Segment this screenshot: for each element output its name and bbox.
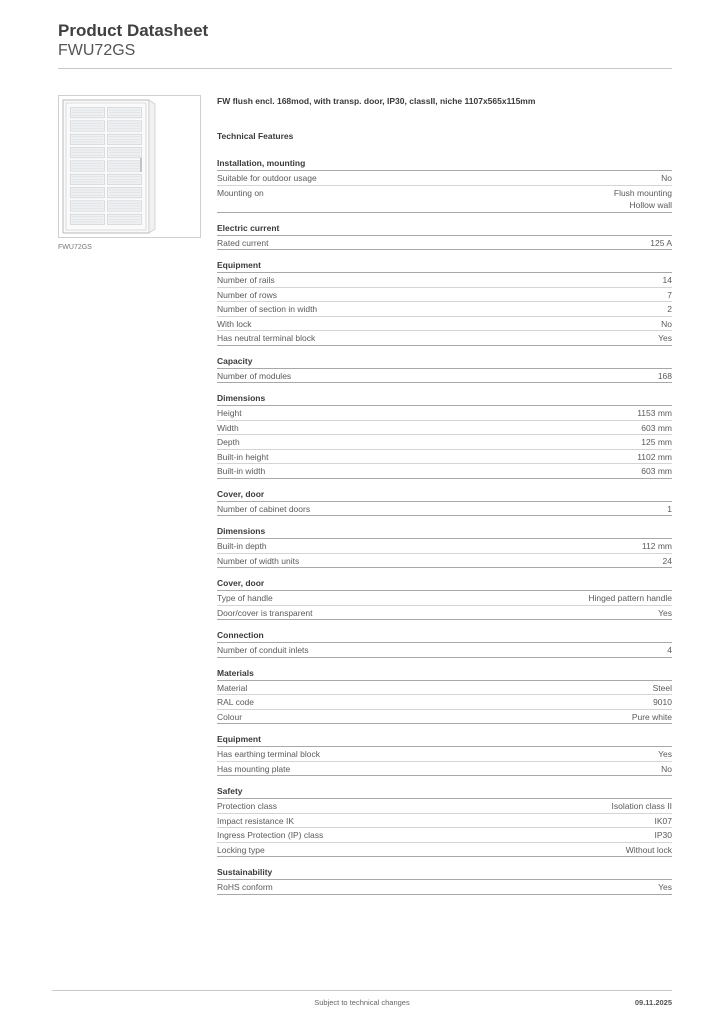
- spec-row: [217, 464, 672, 479]
- spec-label: Ingress Protection (IP) class: [217, 830, 324, 840]
- spec-value: [661, 172, 672, 185]
- spec-label: Impact resistance IK: [217, 815, 295, 826]
- spec-section: [217, 577, 672, 620]
- spec-label: Door/cover is transparent: [217, 607, 313, 618]
- spec-value: [641, 465, 672, 478]
- spec-label: Height: [217, 408, 242, 418]
- spec-value-line: Flush mounting: [613, 187, 672, 198]
- spec-label: Depth: [217, 437, 240, 447]
- spec-row: [217, 880, 672, 895]
- spec-value-line: Yes: [658, 607, 672, 618]
- spec-row: [217, 317, 672, 332]
- spec-value: [614, 187, 672, 212]
- spec-value-line: 7: [667, 289, 672, 300]
- spec-value: [667, 644, 672, 657]
- spec-label: Has earthing terminal block: [217, 749, 320, 759]
- spec-row: [217, 406, 672, 421]
- spec-section: [217, 222, 672, 251]
- spec-value-line: Isolation class II: [611, 801, 672, 811]
- spec-row: [217, 369, 672, 384]
- spec-row: [217, 273, 672, 288]
- spec-value-line: 125 A: [650, 237, 672, 248]
- spec-value-line: Hinged pattern handle: [588, 593, 672, 603]
- spec-value-line: 4: [667, 645, 672, 655]
- spec-label: Number of conduit inlets: [217, 645, 309, 655]
- footer-note: Subject to technical changes: [314, 998, 410, 1007]
- spec-row: [217, 681, 672, 696]
- page-title: Product Datasheet: [58, 21, 209, 40]
- section-title: Sustainability: [217, 866, 672, 880]
- spec-label: Number of cabinet doors: [217, 503, 311, 514]
- spec-value-line: No: [661, 763, 672, 774]
- spec-row: [217, 539, 672, 554]
- document-header: [58, 20, 672, 60]
- spec-value-line: 9010: [653, 697, 672, 707]
- spec-label: Number of modules: [217, 370, 292, 381]
- spec-label: Colour: [217, 711, 243, 722]
- spec-value-line: 14: [662, 275, 672, 285]
- spec-label: Number of rows: [217, 289, 277, 300]
- section-title: Safety: [217, 785, 672, 799]
- spec-value: [632, 711, 672, 724]
- spec-value-line: 24: [662, 555, 672, 566]
- spec-value: [650, 237, 672, 250]
- section-title: Cover, door: [217, 488, 672, 502]
- spec-label: RoHS conform: [217, 882, 273, 892]
- spec-section: [217, 866, 672, 895]
- section-title: Connection: [217, 629, 672, 643]
- spec-value: [661, 763, 672, 776]
- section-title: Dimensions: [217, 392, 672, 406]
- spec-value-line: 1: [667, 503, 672, 514]
- spec-value-line: 2: [667, 304, 672, 314]
- spec-row: [217, 695, 672, 710]
- section-title: Capacity: [217, 355, 672, 369]
- spec-value-line: IP30: [654, 830, 672, 840]
- spec-value: [655, 815, 673, 828]
- spec-row: [217, 606, 672, 621]
- spec-row: [217, 288, 672, 303]
- spec-value: [667, 289, 672, 302]
- spec-value: [655, 829, 673, 842]
- product-description: FW flush encl. 168mod, with transp. door, IP30, classII, niche 1107x565x115mm: [217, 96, 536, 106]
- spec-label: Rated current: [217, 237, 269, 248]
- spec-value: [637, 451, 672, 464]
- spec-value-line: IK07: [654, 815, 672, 826]
- spec-value: [588, 592, 672, 605]
- spec-row: [217, 331, 672, 346]
- product-code: FWU72GS: [58, 42, 136, 59]
- spec-row: [217, 236, 672, 251]
- spec-label: Mounting on: [217, 187, 264, 198]
- spec-row: [217, 828, 672, 843]
- spec-row: [217, 747, 672, 762]
- spec-value: [653, 682, 672, 695]
- spec-content: [217, 96, 672, 904]
- spec-label: Number of section in width: [217, 304, 318, 314]
- spec-value-line: Pure white: [631, 711, 672, 722]
- spec-value: [661, 318, 672, 331]
- spec-row: [217, 643, 672, 658]
- spec-section: [217, 157, 672, 213]
- spec-label: Number of width units: [217, 555, 300, 566]
- spec-row: [217, 421, 672, 436]
- spec-value: [667, 503, 672, 516]
- section-title: Equipment: [217, 733, 672, 747]
- spec-row: [217, 186, 672, 213]
- spec-row: [217, 762, 672, 777]
- section-title: Installation, mounting: [217, 157, 672, 171]
- spec-label: Material: [217, 682, 248, 693]
- footer-divider: [52, 990, 672, 991]
- section-title: Cover, door: [217, 577, 672, 591]
- spec-value-line: 603 mm: [641, 422, 672, 433]
- spec-value: [653, 696, 672, 709]
- spec-section: [217, 488, 672, 517]
- spec-value: [663, 555, 672, 568]
- spec-row: [217, 435, 672, 450]
- spec-row: [217, 799, 672, 814]
- spec-row: [217, 502, 672, 517]
- spec-section: [217, 525, 672, 568]
- spec-section: [217, 629, 672, 658]
- footer-date: 09.11.2025: [634, 998, 672, 1007]
- spec-label: Width: [217, 422, 239, 433]
- spec-label: Built-in width: [217, 466, 266, 476]
- image-caption: FWU72GS: [58, 244, 92, 251]
- spec-sections: [217, 157, 672, 895]
- spec-row: [217, 843, 672, 858]
- spec-section: [217, 733, 672, 776]
- spec-value: [637, 407, 672, 420]
- spec-value: [658, 748, 672, 761]
- product-image: [58, 95, 201, 238]
- spec-value-line: Steel: [652, 682, 672, 693]
- spec-label: Built-in height: [217, 451, 269, 462]
- spec-label: Built-in depth: [217, 541, 267, 551]
- spec-value-line: Hollow wall: [629, 200, 672, 210]
- spec-row: [217, 554, 672, 569]
- section-title: Electric current: [217, 222, 672, 236]
- spec-value-line: No: [661, 318, 672, 329]
- spec-label: Has mounting plate: [217, 763, 291, 774]
- spec-value: [663, 274, 672, 287]
- spec-section: [217, 259, 672, 346]
- spec-value-line: No: [661, 173, 672, 183]
- header-divider: [58, 68, 672, 69]
- spec-value-line: 1153 mm: [637, 408, 672, 418]
- spec-row: [217, 450, 672, 465]
- section-title: Materials: [217, 667, 672, 681]
- spec-value-line: Without lock: [625, 844, 672, 855]
- spec-section: [217, 667, 672, 725]
- spec-label: Suitable for outdoor usage: [217, 173, 317, 183]
- spec-section: [217, 355, 672, 384]
- spec-value: [612, 800, 672, 813]
- spec-value: [658, 370, 672, 383]
- spec-value-line: Yes: [658, 882, 672, 892]
- spec-label: Has neutral terminal block: [217, 333, 316, 343]
- section-title: Dimensions: [217, 525, 672, 539]
- spec-value-line: 168: [657, 370, 672, 381]
- spec-label: Number of rails: [217, 275, 275, 285]
- spec-value: [642, 540, 672, 553]
- spec-value-line: Yes: [658, 749, 672, 759]
- technical-features-heading: Technical Features: [217, 131, 294, 141]
- spec-value: [626, 844, 672, 857]
- spec-value: [658, 607, 672, 620]
- spec-label: Locking type: [217, 844, 265, 855]
- spec-label: Protection class: [217, 801, 277, 811]
- spec-row: [217, 302, 672, 317]
- spec-label: Type of handle: [217, 593, 273, 603]
- spec-row: [217, 591, 672, 606]
- section-title: Equipment: [217, 259, 672, 273]
- spec-value: [641, 436, 672, 449]
- spec-value-line: 1102 mm: [637, 451, 672, 462]
- spec-value-line: 125 mm: [641, 437, 672, 447]
- spec-row: [217, 814, 672, 829]
- enclosure-illustration: [59, 96, 200, 237]
- spec-row: [217, 710, 672, 725]
- spec-value: [658, 332, 672, 345]
- spec-label: With lock: [217, 318, 252, 329]
- spec-value: [667, 303, 672, 316]
- spec-value-line: 112 mm: [641, 541, 672, 551]
- spec-section: [217, 392, 672, 479]
- spec-row: [217, 171, 672, 186]
- spec-value: [658, 881, 672, 894]
- spec-section: [217, 785, 672, 857]
- spec-value: [641, 422, 672, 435]
- spec-value-line: Yes: [658, 333, 672, 343]
- spec-label: RAL code: [217, 697, 255, 707]
- spec-value-line: 603 mm: [641, 466, 672, 476]
